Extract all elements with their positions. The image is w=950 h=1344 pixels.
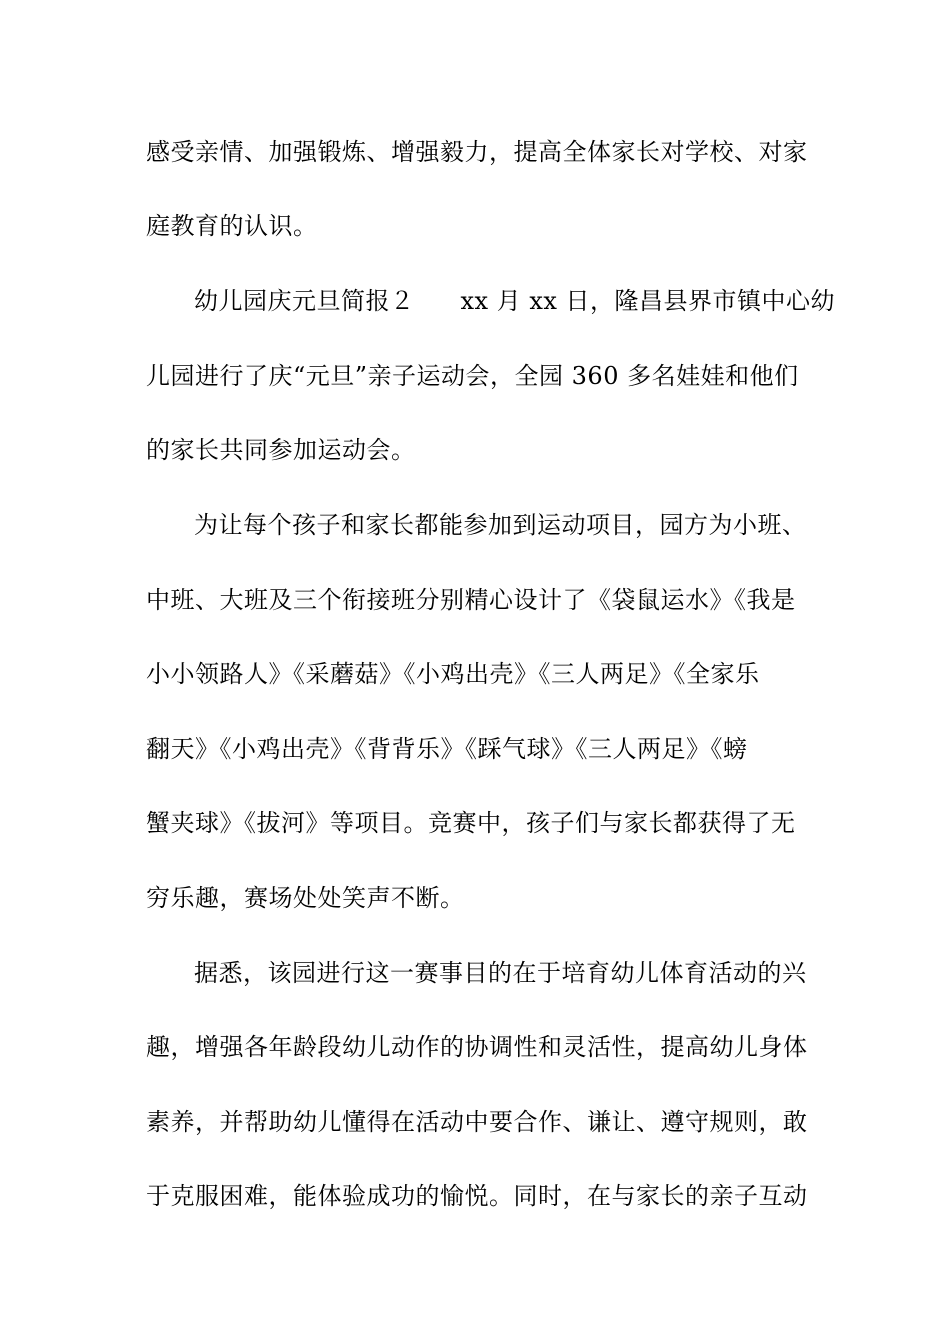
text-line: 据悉，该园进行这一赛事目的在于培育幼儿体育活动的兴 (194, 959, 807, 987)
text-line: 蟹夹球》《拔河》等项目。竞赛中，孩子们与家长都获得了无 (146, 809, 796, 837)
text-line: 于克服困难，能体验成功的愉悦。同时，在与家长的亲子互动 (146, 1182, 808, 1210)
text-line: 翻天》《小鸡出壳》《背背乐》《踩气球》《三人两足》《螃 (146, 735, 748, 763)
text-line (194, 286, 836, 316)
text-line: 穷乐趣，赛场处处笑声不断。 (146, 884, 465, 912)
text-line: 的家长共同参加运动会。 (146, 436, 416, 464)
text-line: 为让每个孩子和家长都能参加到运动项目，园方为小班、 (194, 511, 807, 539)
text-line: 感受亲情、加强锻炼、增强毅力，提高全体家长对学校、对家 (146, 138, 808, 166)
text-line: 小小领路人》《采蘑菇》《小鸡出壳》《三人两足》《全家乐 (146, 660, 760, 688)
text-line: 素养，并帮助幼儿懂得在活动中要合作、谦让、遵守规则，敢 (146, 1108, 808, 1136)
text-line: 中班、大班及三个衔接班分别精心设计了《袋鼠运水》《我是 (146, 586, 796, 614)
text-line: 儿园进行了庆“元旦”亲子运动会，全园 360 多名娃娃和他们 (146, 362, 799, 390)
report-date-text: xx 月 xx 日，隆昌县界市镇中心幼 (460, 287, 836, 315)
report-title: 幼儿园庆元旦简报２ (194, 287, 415, 315)
text-line: 趣，增强各年龄段幼儿动作的协调性和灵活性，提高幼儿身体 (146, 1033, 808, 1061)
text-line: 庭教育的认识。 (146, 212, 318, 240)
